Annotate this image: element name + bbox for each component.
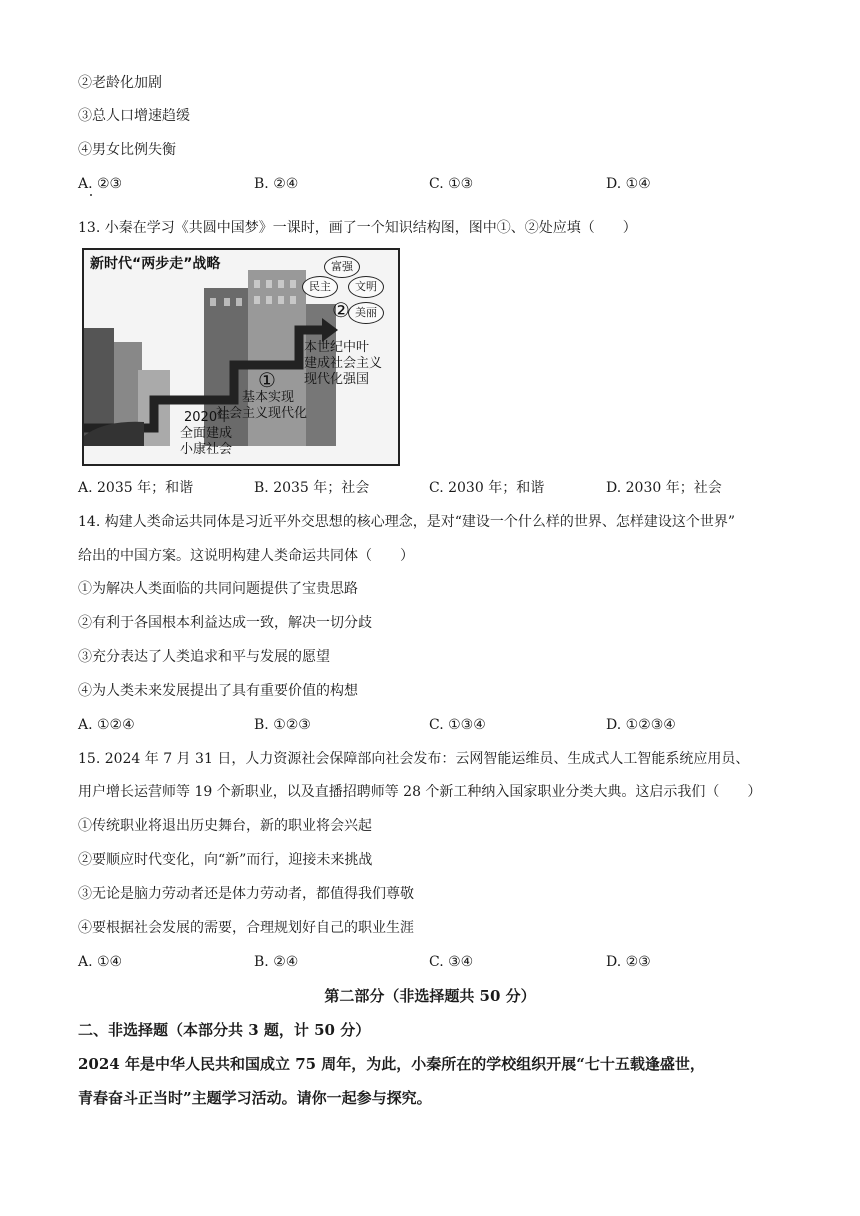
- q14-stem-line2: 给出的中国方案。这说明构建人类命运共同体（ ）: [78, 548, 414, 564]
- q12-item-3: ③总人口增速趋缓: [78, 108, 190, 124]
- q14-option-d: D. ①②③④: [606, 717, 676, 733]
- goal-basic-line1: 基本实现: [242, 390, 295, 405]
- section-heading: 二、非选择题（本部分共 3 题，计 50 分）: [78, 1021, 371, 1039]
- q13-option-b: B. 2035 年；社会: [254, 480, 370, 496]
- marker-2: ②: [332, 298, 350, 322]
- intro-line1: 2024 年是中华人民共和国成立 75 周年，为此，小秦所在的学校组织开展“七十五载逢盛世，: [78, 1055, 705, 1073]
- goal-2020-line1: 2020年: [184, 410, 231, 425]
- q13-option-d: D. 2030 年；社会: [606, 480, 722, 496]
- figure-title: 新时代“两步走”战略: [90, 256, 221, 272]
- q14-item-1: ①为解决人类面临的共同问题提供了宝贵思路: [78, 581, 358, 597]
- q14-item-2: ②有利于各国根本利益达成一致，解决一切分歧: [78, 615, 372, 631]
- q12-option-a: A. ②③: [78, 176, 123, 192]
- q13-stem: 13. 小秦在学习《共圆中国梦》一课时，画了一个知识结构图，图中①、②处应填（ ）: [78, 220, 637, 236]
- q15-stem-line1: 15. 2024 年 7 月 31 日，人力资源社会保障部向社会发布：云网智能运维员、生成式人工智能系统应用员、: [78, 751, 750, 767]
- marker-1: ①: [258, 368, 276, 392]
- q15-item-2: ②要顺应时代变化，向“新”而行，迎接未来挑战: [78, 852, 373, 868]
- q14-item-4: ④为人类未来发展提出了具有重要价值的构想: [78, 683, 358, 699]
- q15-options: [78, 952, 798, 972]
- circle-meili: 美丽: [348, 302, 384, 324]
- q14-options: [78, 715, 798, 735]
- q15-item-3: ③无论是脑力劳动者还是体力劳动者，都值得我们尊敬: [78, 886, 414, 902]
- circle-wenming: 文明: [348, 276, 384, 298]
- intro-line2: 青春奋斗正当时”主题学习活动。请你一起参与探究。: [78, 1089, 432, 1107]
- q15-option-c: C. ③④: [429, 954, 474, 970]
- q12-option-c: C. ①③: [429, 176, 474, 192]
- q14-option-c: C. ①③④: [429, 717, 486, 733]
- q13-option-c: C. 2030 年；和谐: [429, 480, 545, 496]
- q12-option-d: D. ①④: [606, 176, 651, 192]
- q15-item-4: ④要根据社会发展的需要，合理规划好自己的职业生涯: [78, 920, 414, 936]
- goal-2020-line2: 全面建成: [180, 426, 233, 441]
- q13-options: [78, 478, 798, 498]
- stray-dot: [90, 194, 92, 196]
- goal-mid-line2: 建成社会主义: [304, 356, 383, 371]
- part2-heading: 第二部分（非选择题共 50 分）: [324, 987, 536, 1005]
- q14-stem-line1: 14. 构建人类命运共同体是习近平外交思想的核心理念，是对“建设一个什么样的世界、怎样建设这个世界”: [78, 514, 736, 530]
- goal-basic-line2: 社会主义现代化: [216, 406, 308, 421]
- q15-option-b: B. ②④: [254, 954, 299, 970]
- q14-item-3: ③充分表达了人类追求和平与发展的愿望: [78, 649, 330, 665]
- goal-mid-line3: 现代化强国: [304, 372, 370, 387]
- q15-stem-line2: 用户增长运营师等 19 个新职业，以及直播招聘师等 28 个新工种纳入国家职业分类大典。这启示我们（ ）: [78, 784, 762, 800]
- goal-mid-line1: 本世纪中叶: [304, 340, 370, 355]
- q15-item-1: ①传统职业将退出历史舞台，新的职业将会兴起: [78, 818, 372, 834]
- q14-option-a: A. ①②④: [78, 717, 135, 733]
- q12-item-4: ④男女比例失衡: [78, 142, 176, 158]
- q15-option-a: A. ①④: [78, 954, 123, 970]
- circle-minzhu: 民主: [302, 276, 338, 298]
- q14-option-b: B. ①②③: [254, 717, 311, 733]
- goal-2020-line3: 小康社会: [180, 442, 233, 457]
- circle-fuqiang: 富强: [324, 256, 360, 278]
- q13-option-a: A. 2035 年；和谐: [78, 480, 194, 496]
- q15-option-d: D. ②③: [606, 954, 651, 970]
- two-step-strategy-figure: [82, 248, 400, 466]
- q12-item-2: ②老龄化加剧: [78, 75, 162, 91]
- q12-option-b: B. ②④: [254, 176, 299, 192]
- q12-options: [78, 174, 798, 194]
